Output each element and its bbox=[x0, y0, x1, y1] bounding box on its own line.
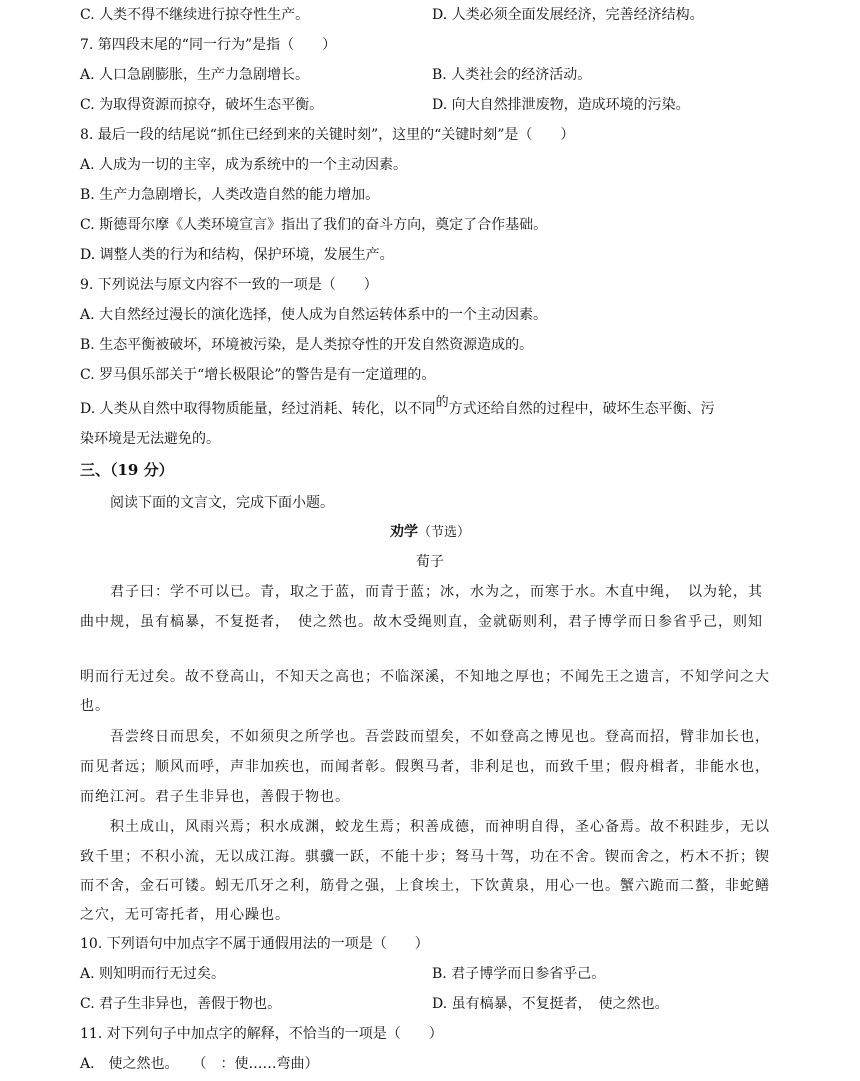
passage-p3-line-2: 致千里；不积小流，无以成江海。骐骥一跃，不能十步；驽马十驾，功在不舍。锲而舍之，朽木不折；锲 bbox=[80, 849, 770, 865]
passage-p1-line-2: 曲中规，虽有槁暴，不复挺者， 使之然也。故木受绳则直，金就砺则利，君子博学而日参省乎己，则知 bbox=[80, 614, 763, 630]
q7-option-b: B. 人类社会的经济活动。 bbox=[432, 67, 592, 83]
q10-option-d: D. 虽有槁暴，不复挺者， 使之然也。 bbox=[432, 996, 669, 1012]
passage-title-text: 劝学 bbox=[389, 524, 418, 540]
passage-title-note: （节选） bbox=[417, 525, 470, 540]
passage-p3-line-3: 而不舍，金石可镂。蚓无爪牙之利，筋骨之强，上食埃土，下饮黄泉，用心一也。蟹六跪而二螯，非蛇鳝 bbox=[80, 878, 770, 894]
q8-stem: 8. 最后一段的结尾说“抓住已经到来的关键时刻”，这里的“关键时刻”是（ ） bbox=[80, 127, 575, 143]
q6-option-c: C. 人类不得不继续进行掠夺性生产。 bbox=[80, 7, 310, 23]
q7-option-c: C. 为取得资源而掠夺，破坏生态平衡。 bbox=[80, 97, 324, 113]
q10-stem: 10. 下列语句中加点字不属于通假用法的一项是（ ） bbox=[80, 936, 429, 952]
q9-option-a: A. 大自然经过漫长的演化选择，使人成为自然运转体系中的一个主动因素。 bbox=[80, 307, 548, 323]
passage-p1-line-4: 也。 bbox=[80, 698, 110, 714]
q8-option-b: B. 生产力急剧增长，人类改造自然的能力增加。 bbox=[80, 187, 380, 203]
passage-p1-line-3: 明而行无过矣。故不登高山，不知天之高也；不临深溪，不知地之厚也；不闻先王之遗言，不知学问之大 bbox=[80, 669, 770, 685]
q11-option-a: A. 使之然也。 （ ：使……弯曲） bbox=[80, 1056, 319, 1072]
passage-p2-line-1: 吾尝终日而思矣，不如须臾之所学也。吾尝跂而望矣，不如登高之博见也。登高而招，臂非加长也， bbox=[110, 729, 770, 745]
q7-option-d: D. 向大自然排泄废物，造成环境的污染。 bbox=[432, 97, 690, 113]
q9-option-d bbox=[80, 395, 715, 419]
section-3-instruction: 阅读下面的文言文，完成下面小题。 bbox=[110, 495, 334, 511]
passage-title bbox=[0, 523, 860, 542]
q7-option-a: A. 人口急剧膨胀，生产力急剧增长。 bbox=[80, 67, 310, 83]
q6-option-d: D. 人类必须全面发展经济，完善经济结构。 bbox=[432, 7, 704, 23]
q8-option-c: C. 斯德哥尔摩《人类环境宣言》指出了我们的奋斗方向，奠定了合作基础。 bbox=[80, 217, 548, 233]
passage-p2-line-3: 而绝江河。君子生非异也，善假于物也。 bbox=[80, 789, 350, 805]
q10-option-a: A. 则知明而行无过矣。 bbox=[80, 966, 226, 982]
q9-stem: 9. 下列说法与原文内容不一致的一项是（ ） bbox=[80, 277, 378, 293]
passage-p2-line-2: 而见者远；顺风而呼，声非加疾也，而闻者彰。假舆马者，非利足也，而致千里；假舟楫者，非能水也， bbox=[80, 759, 770, 775]
q10-option-b: B. 君子博学而日参省乎己。 bbox=[432, 966, 606, 982]
passage-p3-line-4: 之穴，无可寄托者，用心躁也。 bbox=[80, 907, 290, 923]
q9-option-c: C. 罗马俱乐部关于“增长极限论”的警告是有一定道理的。 bbox=[80, 367, 436, 383]
q9-option-d-continued: 染环境是无法避免的。 bbox=[80, 431, 220, 447]
q9-option-b: B. 生态平衡被破坏，环境被污染，是人类掠夺性的开发自然资源造成的。 bbox=[80, 337, 534, 353]
passage-author: 荀子 bbox=[416, 554, 444, 570]
q8-option-d: D. 调整人类的行为和结构，保护环境，发展生产。 bbox=[80, 247, 394, 263]
passage-p3-line-1: 积土成山，风雨兴焉；积水成渊，蛟龙生焉；积善成德，而神明自得，圣心备焉。故不积跬步，无以 bbox=[110, 819, 770, 835]
q9-option-d-text-1: D. 人类从自然中取得物质能量，经过消耗、转化，以不同 bbox=[80, 401, 436, 417]
q8-option-a: A. 人成为一切的主宰，成为系统中的一个主动因素。 bbox=[80, 157, 408, 173]
q10-option-c: C. 君子生非异也，善假于物也。 bbox=[80, 996, 282, 1012]
section-3-heading: 三、（19 分） bbox=[80, 461, 174, 479]
q9-option-d-raised-char: 的 bbox=[435, 395, 449, 410]
q11-stem: 11. 对下列句子中加点字的解释，不恰当的一项是（ ） bbox=[80, 1026, 443, 1042]
passage-p1-line-1: 君子曰：学不可以已。青，取之于蓝，而青于蓝；冰，水为之，而寒于水。木直中绳， 以为轮，其 bbox=[110, 584, 763, 600]
q9-option-d-text-2: 方式还给自然的过程中，破坏生态平衡、污 bbox=[448, 401, 715, 417]
q7-stem: 7. 第四段末尾的“同一行为”是指（ ） bbox=[80, 37, 337, 53]
